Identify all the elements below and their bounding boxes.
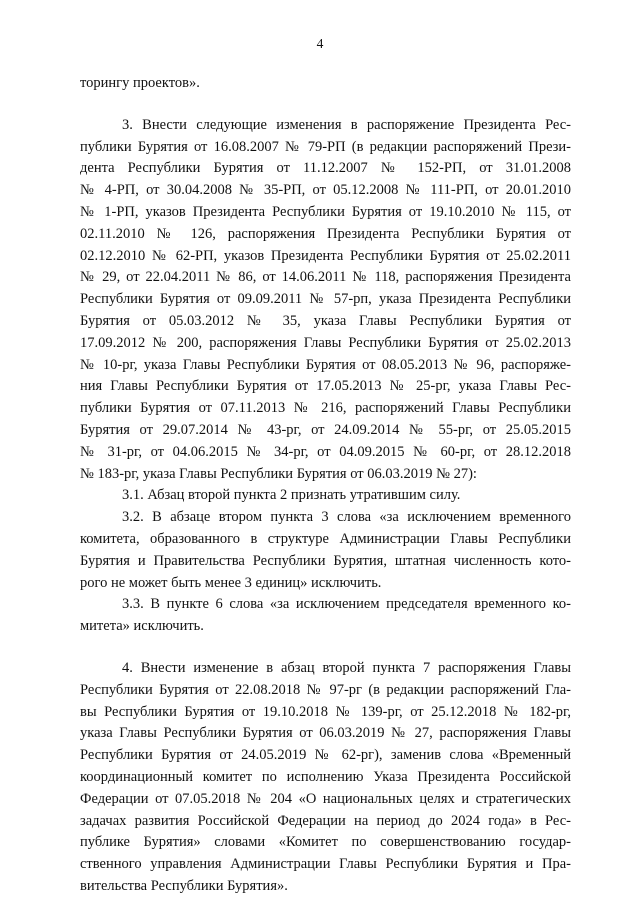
text-line: 02.11.2010 № 126, распоряжения Президента Республики Бурятия от xyxy=(80,225,571,242)
text-line: ния Главы Республики Бурятия от 17.05.2013 № 25-рг, указа Главы Рес- xyxy=(80,378,571,395)
text-line: вительства Республики Бурятия». xyxy=(80,877,288,894)
text-line: 3.3. В пункте 6 слова «за исключением председателя временного ко- xyxy=(122,596,571,613)
text-line: Федерации от 07.05.2018 № 204 «О национальных целях и стратегических xyxy=(80,790,571,807)
text-line: Бурятия и Правительства Республики Бурятия, штатная численность кото- xyxy=(80,552,571,569)
text-line: № 183-рг, указа Главы Республики Бурятия от 06.03.2019 № 27): xyxy=(80,465,477,482)
text-line: № 1-РП, указов Президента Республики Бурятия от 19.10.2010 № 115, от xyxy=(80,203,571,220)
page-number: 4 xyxy=(316,36,324,51)
text-line: Бурятия от 05.03.2012 № 35, указа Главы Республики Бурятия от xyxy=(80,312,571,329)
paragraph-gap xyxy=(80,95,571,115)
text-line: Республики Бурятия от 22.08.2018 № 97-рг (в редакции распоряжений Гла- xyxy=(80,681,571,698)
text-line: комитета, образованного в структуре Администрации Главы Республики xyxy=(80,530,571,547)
text-line: 17.09.2012 № 200, распоряжения Главы Республики Бурятия от 25.02.2013 xyxy=(80,334,571,351)
text-line: вы Республики Бурятия от 19.10.2018 № 139-рг, от 25.12.2018 № 182-рг, xyxy=(80,703,571,720)
document-body xyxy=(80,73,571,898)
text-line: рого не может быть менее 3 единиц» исключить. xyxy=(80,574,382,591)
text-line: 4. Внести изменение в абзац второй пункта 7 распоряжения Главы xyxy=(122,659,571,676)
text-line: Республики Бурятия от 24.05.2019 № 62-рг), заменив слова «Временный xyxy=(80,747,571,764)
text-line: Бурятия от 29.07.2014 № 43-рг, от 24.09.2014 № 55-рг, от 25.05.2015 xyxy=(80,421,571,438)
text-line: № 31-рг, от 04.06.2015 № 34-рг, от 04.09.2015 № 60-рг, от 28.12.2018 xyxy=(80,443,571,460)
text-line: митета» исключить. xyxy=(80,618,204,635)
text-line: № 29, от 22.04.2011 № 86, от 14.06.2011 № 118, распоряжения Президента xyxy=(80,269,571,286)
text-line: указа Главы Республики Бурятия от 06.03.2019 № 27, распоряжения Главы xyxy=(80,725,571,742)
text-line: 3.1. Абзац второй пункта 2 признать утратившим силу. xyxy=(122,487,461,504)
paragraph-gap xyxy=(80,638,571,658)
text-line: задачах развития Российской Федерации на период до 2024 года» в Рес- xyxy=(80,812,571,829)
text-line: дента Республики Бурятия от 11.12.2007 № 152-РП, от 31.01.2008 xyxy=(80,160,571,177)
text-line: 3. Внести следующие изменения в распоряжение Президента Рес- xyxy=(122,116,571,133)
text-line: координационный комитет по исполнению Указа Президента Российской xyxy=(80,768,571,785)
text-line: публики Бурятия от 16.08.2007 № 79-РП (в редакции распоряжений Прези- xyxy=(80,138,571,155)
text-line: № 4-РП, от 30.04.2008 № 35-РП, от 05.12.2008 № 111-РП, от 20.01.2010 xyxy=(80,182,571,199)
text-line: № 10-рг, указа Главы Республики Бурятия от 08.05.2013 № 96, распоряже- xyxy=(80,356,571,373)
text-line: Республики Бурятия от 09.09.2011 № 57-рп, указа Президента Республики xyxy=(80,291,571,308)
text-line: торингу проектов». xyxy=(80,75,200,91)
text-line: ственного управления Администрации Главы Республики Бурятия и Пра- xyxy=(80,856,571,873)
text-line: 02.12.2010 № 62-РП, указов Президента Республики Бурятия от 25.02.2011 xyxy=(80,247,571,264)
text-line: публики Бурятия от 07.11.2013 № 216, распоряжений Главы Республики xyxy=(80,400,571,417)
text-line: 3.2. В абзаце втором пункта 3 слова «за исключением временного xyxy=(122,509,571,526)
text-line: публике Бурятия» словами «Комитет по совершенствованию государ- xyxy=(80,834,571,851)
